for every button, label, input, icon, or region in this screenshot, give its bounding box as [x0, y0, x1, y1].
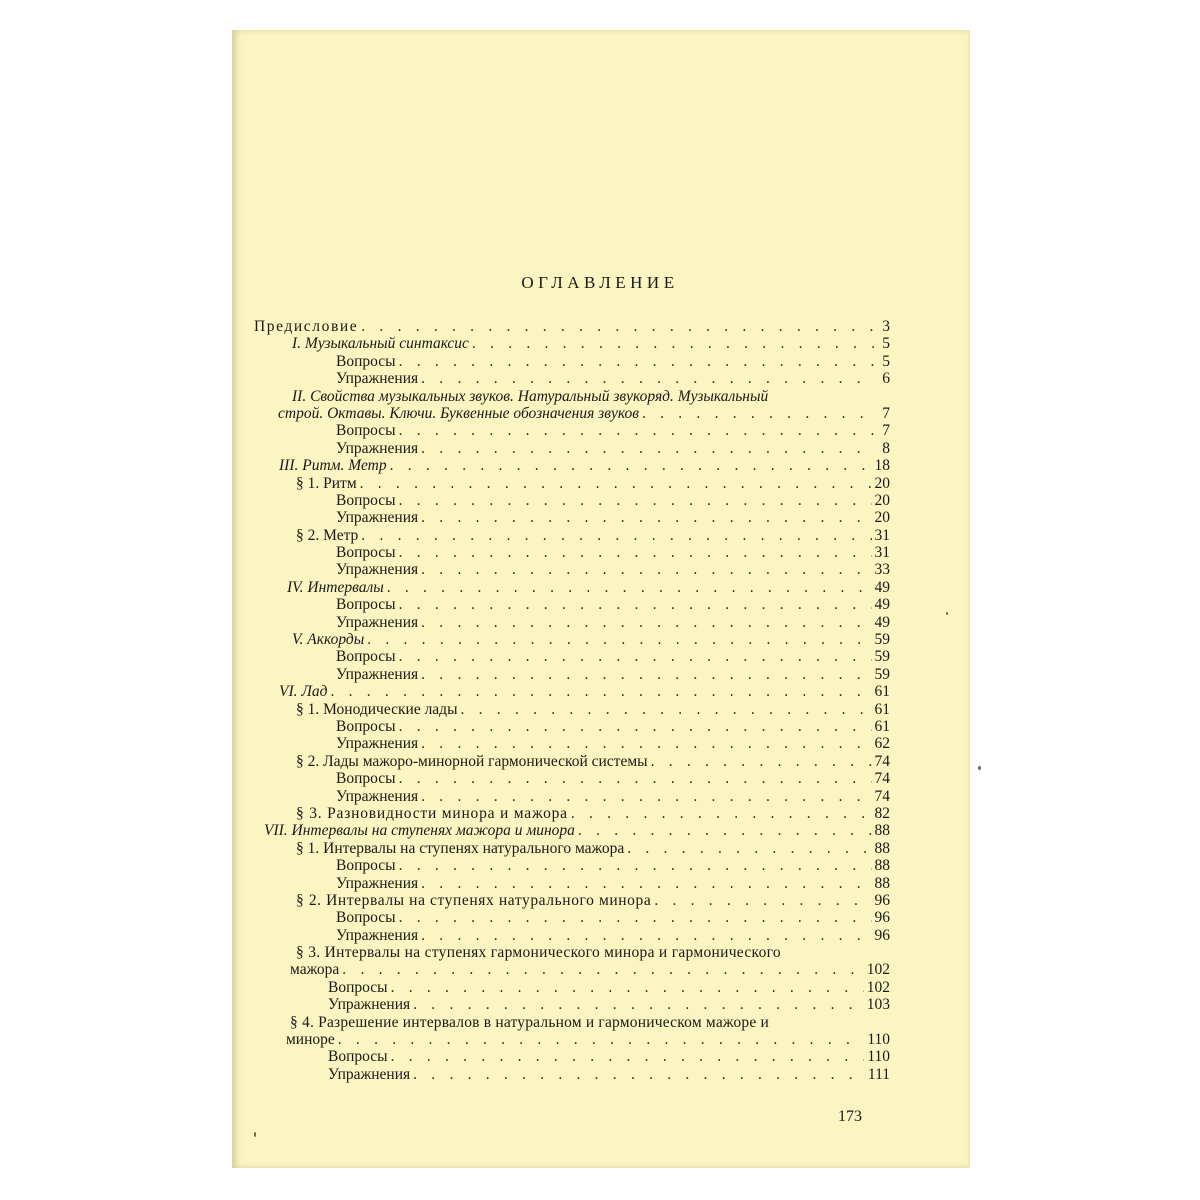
toc-entry-multiline — [254, 944, 890, 979]
toc-page-number: 61 — [874, 683, 890, 701]
toc-entry — [254, 683, 890, 700]
dot-leader — [421, 875, 871, 892]
toc-entry-title: § 2. Лады мажоро-минорной гармонической системы — [296, 752, 648, 770]
toc-entry — [254, 561, 890, 578]
dot-leader — [399, 770, 872, 787]
toc-entry-title-line: § 4. Разрешение интервалов в натуральном и гармоническом мажоре и — [290, 1013, 769, 1031]
toc-page-number: 33 — [874, 561, 890, 579]
toc-entry — [254, 875, 890, 892]
toc-entry-title: Упражнения — [336, 613, 419, 631]
dot-leader — [399, 648, 872, 665]
dot-leader — [654, 892, 871, 909]
dot-leader — [399, 544, 872, 561]
toc-entry — [254, 475, 890, 492]
toc-entry — [254, 996, 890, 1013]
dot-leader — [399, 718, 872, 735]
toc-entry — [254, 614, 890, 631]
toc-page-number: 62 — [874, 735, 890, 753]
toc-entry — [254, 509, 890, 526]
toc-entry — [254, 718, 890, 735]
dot-leader — [361, 318, 875, 335]
toc-page-number: 6 — [882, 370, 890, 388]
toc-entry — [286, 1031, 890, 1048]
toc-page-number: 74 — [874, 752, 890, 770]
toc-entry — [254, 892, 890, 909]
toc-entry — [278, 405, 890, 422]
toc-entry-title-line: строй. Октавы. Ключи. Буквенные обозначения звуков — [278, 404, 639, 422]
toc-entry — [254, 492, 890, 509]
toc-entry — [254, 1066, 890, 1083]
toc-entry-title: IV. Интервалы — [287, 578, 384, 596]
toc-entry-title: Упражнения — [336, 735, 419, 753]
dot-leader — [413, 1066, 865, 1083]
toc-page-number: 59 — [874, 631, 890, 649]
toc-entry-title: Вопросы — [336, 491, 396, 509]
toc-entry-title-line: II. Свойства музыкальных звуков. Натуральный звукоряд. Музыкальный — [292, 387, 769, 405]
toc-page-number: 7 — [882, 404, 890, 422]
dot-leader — [399, 596, 872, 613]
toc-entry — [254, 857, 890, 874]
toc-entry — [290, 961, 890, 978]
toc-entry-title: VII. Интервалы на ступенях мажора и минора — [264, 822, 575, 840]
toc-entry — [254, 457, 890, 474]
toc-page-number: 74 — [874, 787, 890, 805]
paper-speck — [978, 766, 981, 770]
toc-entry — [254, 822, 890, 839]
toc-entry-title: Предисловие — [254, 318, 359, 335]
toc-page-number: 61 — [874, 700, 890, 718]
dot-leader — [399, 492, 872, 509]
toc-entry — [254, 335, 890, 352]
toc-entry — [254, 840, 890, 857]
toc-page-number: 49 — [874, 596, 890, 614]
dot-leader — [361, 527, 871, 544]
toc-entry-title: Вопросы — [336, 857, 396, 875]
toc-page-number: 61 — [874, 718, 890, 735]
dot-leader — [578, 822, 872, 839]
toc-entry-title: Вопросы — [336, 352, 396, 370]
toc-entry-title: Упражнения — [336, 439, 419, 457]
toc-page-number: 102 — [866, 961, 890, 979]
dot-leader — [399, 857, 872, 874]
dot-leader — [360, 475, 872, 492]
toc-page-number: 103 — [866, 996, 890, 1014]
toc-entry-title: Упражнения — [336, 926, 419, 944]
dot-leader — [391, 1048, 865, 1065]
toc-page-number: 88 — [874, 874, 890, 892]
dot-leader — [421, 509, 871, 526]
toc-page-number: 88 — [874, 822, 890, 840]
toc-entry-multiline — [254, 1014, 890, 1049]
toc-page-number: 96 — [874, 891, 890, 909]
dot-leader — [399, 422, 875, 439]
toc-entry — [254, 753, 890, 770]
toc-entry-title-line: миноре — [286, 1031, 335, 1049]
toc-entry — [254, 648, 890, 665]
toc-entry-title: Упражнения — [336, 665, 419, 683]
toc-entry-title: § 1. Интервалы на ступенях натурального мажора — [296, 839, 625, 857]
toc-page-number: 20 — [874, 491, 890, 509]
dot-leader — [342, 961, 863, 978]
toc-page-number: 96 — [874, 926, 890, 944]
book-page — [232, 30, 970, 1168]
toc-page-number: 110 — [867, 1031, 890, 1049]
paper-speck — [254, 1132, 256, 1137]
toc-entry-title: § 2. Метр — [296, 526, 359, 544]
toc-entry — [254, 1048, 890, 1065]
toc-entry-title: Вопросы — [336, 596, 396, 614]
toc-entry-title: Вопросы — [328, 978, 388, 996]
toc-page-number: 31 — [874, 544, 890, 562]
toc-entry — [254, 631, 890, 648]
toc-entry-title: VI. Лад — [279, 683, 328, 701]
dot-leader — [421, 788, 871, 805]
toc-page-number: 5 — [882, 352, 890, 370]
toc-entry-title: Упражнения — [328, 1065, 411, 1083]
toc-entry — [254, 666, 890, 683]
toc-entry-title: Упражнения — [336, 370, 419, 388]
dot-leader — [421, 666, 871, 683]
toc-page-number: 5 — [882, 335, 890, 353]
toc-entry — [254, 370, 890, 387]
toc-page-number: 102 — [866, 978, 890, 996]
toc-entry-title: Вопросы — [336, 422, 396, 440]
dot-leader — [421, 440, 875, 457]
toc-entry — [254, 701, 890, 718]
dot-leader — [399, 909, 872, 926]
toc-page-number: 59 — [874, 648, 890, 666]
paper-speck — [946, 612, 948, 615]
toc-page-number: 88 — [874, 839, 890, 857]
toc-entry-title: Вопросы — [336, 718, 396, 735]
toc-entry — [254, 805, 890, 822]
toc-page-number: 110 — [867, 1048, 890, 1066]
toc-page-number: 31 — [874, 526, 890, 544]
toc-entry — [254, 353, 890, 370]
dot-leader — [367, 631, 871, 648]
dot-leader — [338, 1031, 865, 1048]
dot-leader — [472, 335, 875, 352]
page-number: 173 — [838, 1108, 862, 1125]
toc-entry — [254, 422, 890, 439]
toc-page-number: 111 — [867, 1065, 890, 1083]
toc-page-number: 20 — [874, 474, 890, 492]
dot-leader — [413, 996, 864, 1013]
dot-leader — [461, 701, 872, 718]
toc-entry-title: § 1. Монодические лады — [296, 700, 458, 718]
toc-page-number: 8 — [882, 439, 890, 457]
toc-entry — [254, 909, 890, 926]
toc-entry-title: Упражнения — [336, 509, 419, 527]
toc-entry-title: § 2. Интервалы на ступенях натурального минора — [296, 891, 652, 909]
toc-page-number: 59 — [874, 665, 890, 683]
toc-entry-title-line: мажора — [290, 961, 340, 979]
dot-leader — [421, 614, 871, 631]
dot-leader — [421, 561, 871, 578]
dot-leader — [391, 979, 864, 996]
toc-entry — [254, 788, 890, 805]
toc-page-number: 88 — [874, 857, 890, 875]
toc-entry-title: Упражнения — [336, 787, 419, 805]
toc-entry — [254, 318, 890, 335]
dot-leader — [399, 353, 875, 370]
toc-entry-title: Упражнения — [328, 996, 411, 1014]
toc-entry — [254, 440, 890, 457]
toc-entry-title: § 3. Разновидности минора и мажора — [296, 804, 568, 822]
toc-entry — [254, 596, 890, 613]
dot-leader — [387, 579, 872, 596]
dot-leader — [421, 735, 871, 752]
toc-entry-title: Вопросы — [336, 544, 396, 562]
toc-entry-title-line: § 3. Интервалы на ступенях гармонического минора и гармонического — [296, 944, 781, 962]
dot-leader — [627, 840, 871, 857]
toc-entry — [254, 927, 890, 944]
toc-entry — [254, 544, 890, 561]
dot-leader — [330, 683, 871, 700]
toc-entry-title: Вопросы — [336, 909, 396, 927]
dot-leader — [571, 805, 872, 822]
toc-entry — [254, 979, 890, 996]
toc-entry-title: Упражнения — [336, 561, 419, 579]
toc-entry-title: I. Музыкальный синтаксис — [292, 335, 469, 353]
toc-page-number: 18 — [874, 457, 890, 475]
toc-page-number: 20 — [874, 509, 890, 527]
toc-entry-title: Вопросы — [328, 1048, 388, 1066]
toc-page-number: 96 — [874, 909, 890, 927]
toc-entry — [254, 735, 890, 752]
toc-page-number: 3 — [882, 318, 890, 335]
dot-leader — [421, 370, 875, 387]
dot-leader — [390, 457, 872, 474]
toc-entry-multiline — [254, 388, 890, 423]
toc-entry-title: Вопросы — [336, 648, 396, 666]
toc-entry — [254, 579, 890, 596]
toc-page-number: 49 — [874, 613, 890, 631]
toc-entry — [254, 770, 890, 787]
toc-entry-title: III. Ритм. Метр — [279, 457, 387, 475]
toc-entry-title: Упражнения — [336, 874, 419, 892]
toc-entry-title: V. Аккорды — [292, 631, 365, 649]
toc-page-number: 7 — [882, 422, 890, 440]
dot-leader — [642, 405, 875, 422]
toc-page-number: 82 — [874, 804, 890, 822]
toc-page-number: 49 — [874, 578, 890, 596]
page-title: ОГЛАВЛЕНИЕ — [521, 273, 679, 292]
toc-entry-title: § 1. Ритм — [296, 474, 357, 492]
dot-leader — [421, 927, 871, 944]
toc-entry — [254, 527, 890, 544]
dot-leader — [651, 753, 872, 770]
toc-page-number: 74 — [874, 770, 890, 788]
toc-entry-title: Вопросы — [336, 770, 396, 788]
table-of-contents — [254, 318, 890, 1083]
